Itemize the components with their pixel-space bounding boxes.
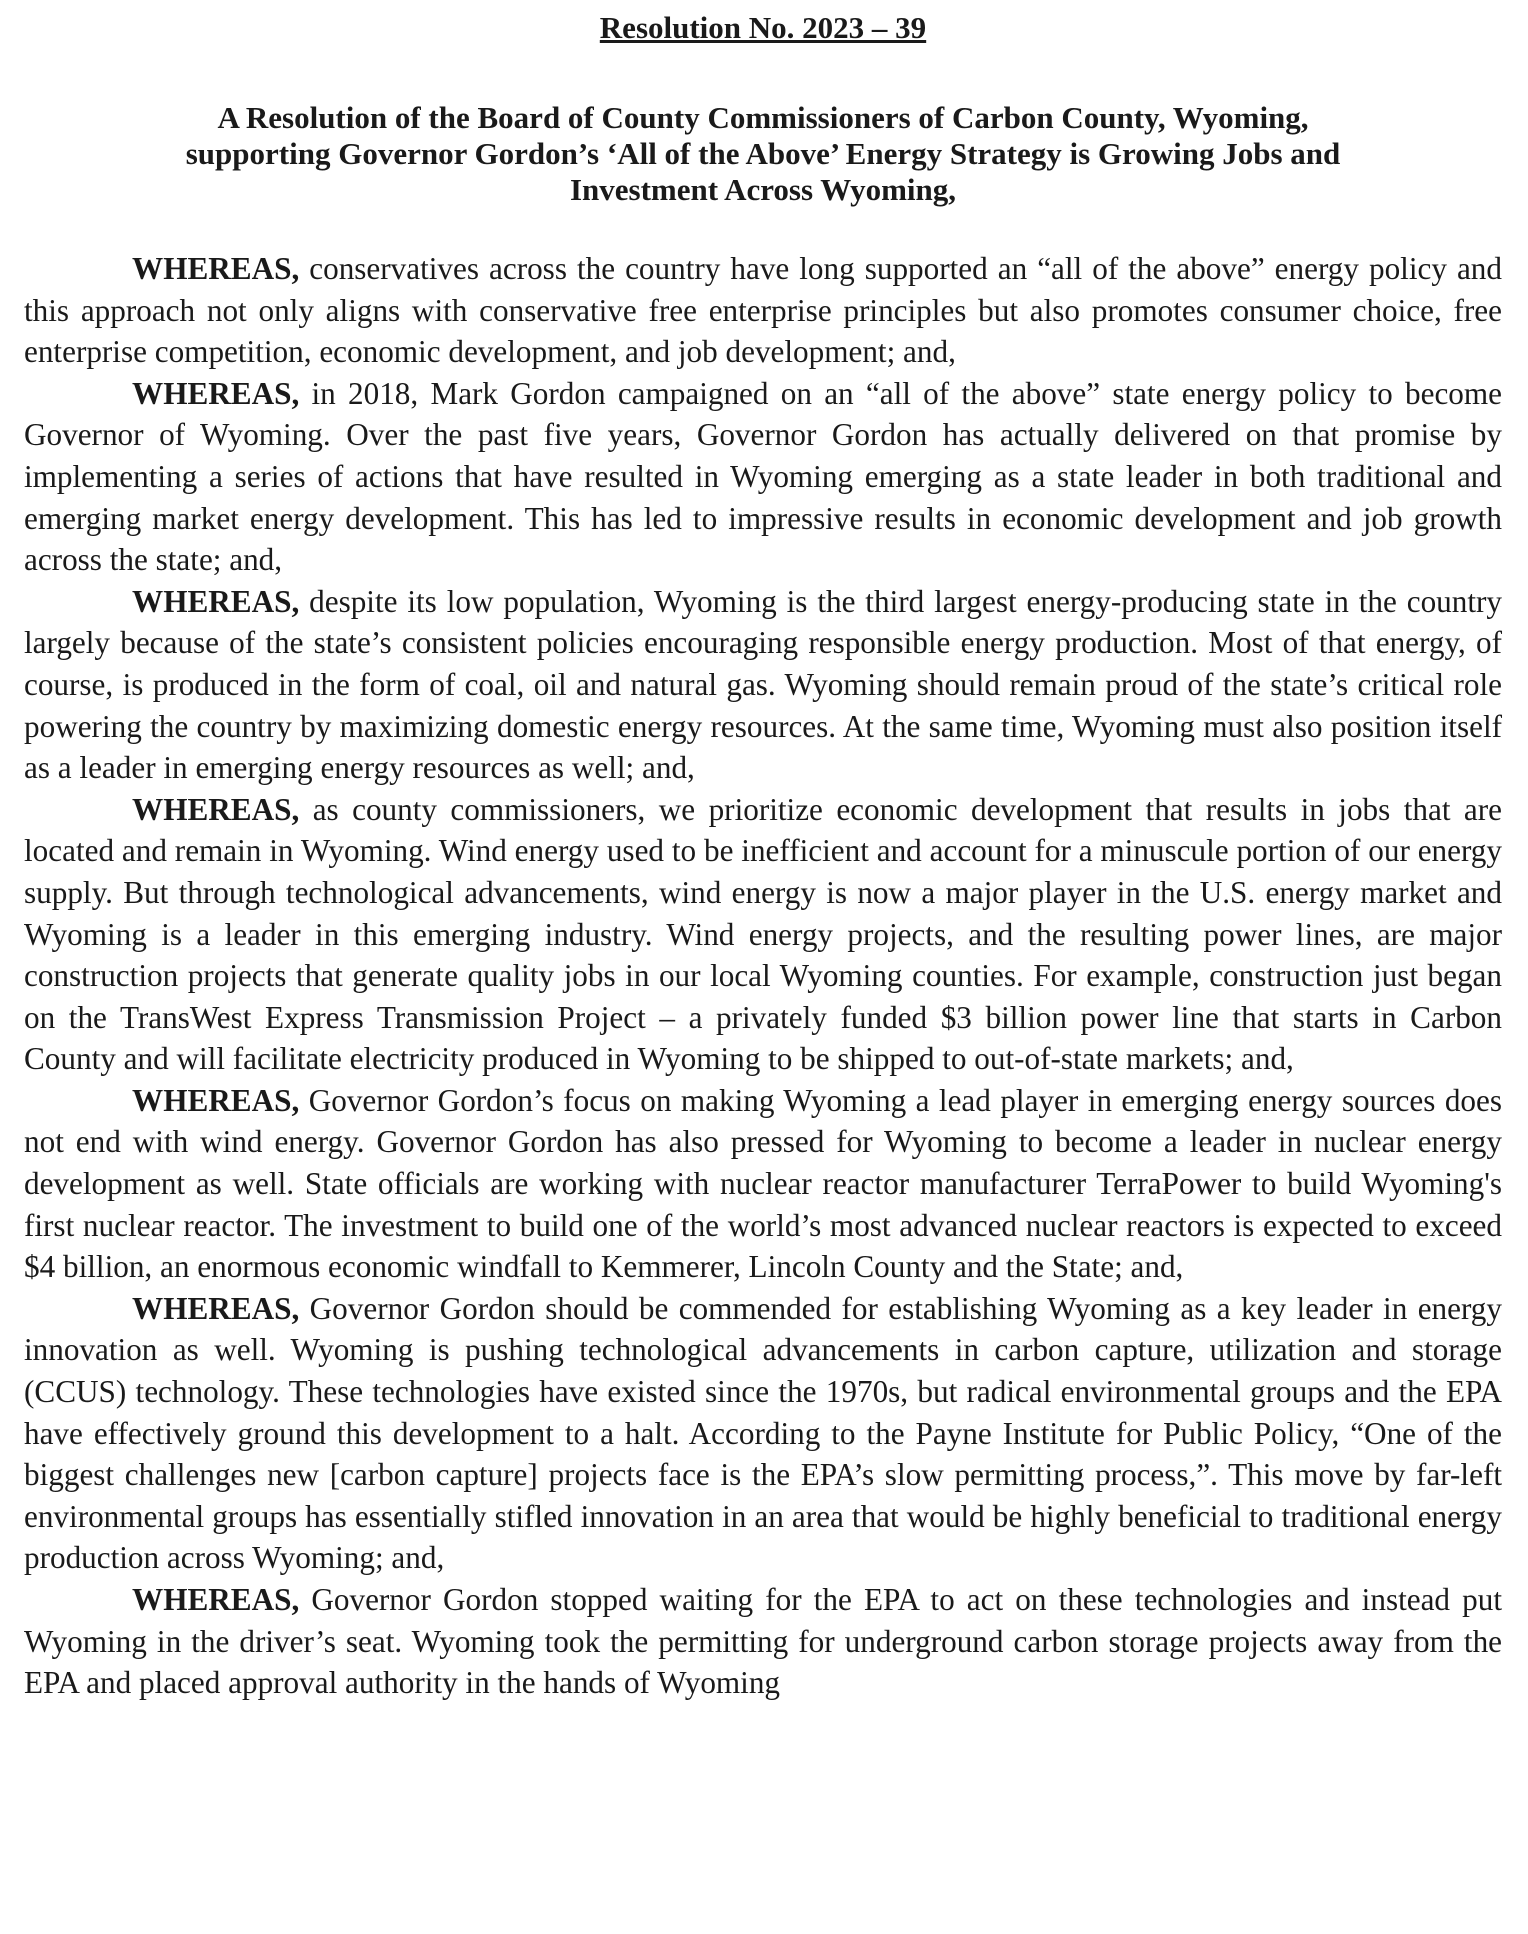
whereas-lead: WHEREAS, <box>132 1290 300 1326</box>
paragraph-text: as county commissioners, we prioritize economic development that results in jobs that are located and remain in Wyoming. Wind energy used to be inefficient and account for a minuscule portion of our energy supply. But through technological advancements, wind energy is now a major player in the U.S. energy market and Wyoming is a leader in this emerging industry. Wind energy projects, and the resulting power lines, are major construction projects that generate quality jobs in our local Wyoming counties. For example, construction just began on the TransWest Express Transmission Project – a privately funded $3 billion power line that starts in Carbon County and will facilitate electricity produced in Wyoming to be shipped to out-of-state markets; and, <box>24 791 1502 1077</box>
paragraph-text: in 2018, Mark Gordon campaigned on an “all of the above” state energy policy to become Governor of Wyoming. Over the past five years, Governor Gordon has actually delivered on that promise by implementing a series of actions that have resulted in Wyoming emerging as a state leader in both traditional and emerging market energy development. This has led to impressive results in economic development and job growth across the state; and, <box>24 375 1502 578</box>
document-page <box>24 0 1502 1934</box>
paragraph-text: despite its low population, Wyoming is the third largest energy-producing state in the country largely because of the state’s consistent policies encouraging responsible energy production. Most of that energy, of course, is produced in the form of coal, oil and natural gas. Wyoming should remain proud of the state’s critical role powering the country by maximizing domestic energy resources. At the same time, Wyoming must also position itself as a leader in emerging energy resources as well; and, <box>24 583 1502 786</box>
whereas-paragraph <box>24 373 1502 581</box>
title-line: A Resolution of the Board of County Commissioners of Carbon County, Wyoming, <box>217 100 1309 135</box>
title-line: Investment Across Wyoming, <box>569 172 957 207</box>
whereas-paragraph <box>24 789 1502 1080</box>
paragraph-text: Governor Gordon should be commended for establishing Wyoming as a key leader in energy innovation as well. Wyoming is pushing technological advancements in carbon capture, utilization and storage (CCUS) technology. These technologies have existed since the 1970s, but radical environmental groups and the EPA have effectively ground this development to a halt. According to the Payne Institute for Public Policy, “One of the biggest challenges new [carbon capture] projects face is the EPA’s slow permitting process,”. This move by far-left environmental groups has essentially stifled innovation in an area that would be highly beneficial to traditional energy production across Wyoming; and, <box>24 1290 1502 1576</box>
whereas-lead: WHEREAS, <box>132 251 300 286</box>
resolution-body <box>24 248 1502 1704</box>
whereas-lead: WHEREAS, <box>132 1082 300 1118</box>
paragraph-text: Governor Gordon’s focus on making Wyoming a lead player in emerging energy sources does not end with wind energy. Governor Gordon has also pressed for Wyoming to become a leader in nuclear energy development as well. State officials are working with nuclear reactor manufacturer TerraPower to build Wyoming's first nuclear reactor. The investment to build one of the world’s most advanced nuclear reactors is expected to exceed $4 billion, an enormous economic windfall to Kemmerer, Lincoln County and the State; and, <box>24 1082 1502 1285</box>
paragraph-text: conservatives across the country have long supported an “all of the above” energy policy and this approach not only aligns with conservative free enterprise principles but also promotes consumer choice, free enterprise competition, economic development, and job development; and, <box>24 251 1502 370</box>
whereas-paragraph <box>24 1579 1502 1704</box>
whereas-paragraph <box>24 248 1502 373</box>
whereas-paragraph <box>24 1080 1502 1288</box>
whereas-lead: WHEREAS, <box>132 791 300 827</box>
whereas-paragraph <box>24 1288 1502 1579</box>
whereas-paragraph <box>24 581 1502 789</box>
whereas-lead: WHEREAS, <box>132 1582 300 1617</box>
paragraph-text: Governor Gordon stopped waiting for the EPA to act on these technologies and instead put Wyoming in the driver’s seat. Wyoming took the permitting for underground carbon storage projects away from the EPA and placed approval authority in the hands of Wyoming <box>24 1582 1502 1701</box>
whereas-lead: WHEREAS, <box>132 375 300 411</box>
title-line: supporting Governor Gordon’s ‘All of the Above’ Energy Strategy is Growing Jobs and <box>185 136 1341 171</box>
resolution-number: Resolution No. 2023 – 39 <box>599 10 927 45</box>
whereas-lead: WHEREAS, <box>132 583 300 619</box>
resolution-title <box>24 100 1502 208</box>
